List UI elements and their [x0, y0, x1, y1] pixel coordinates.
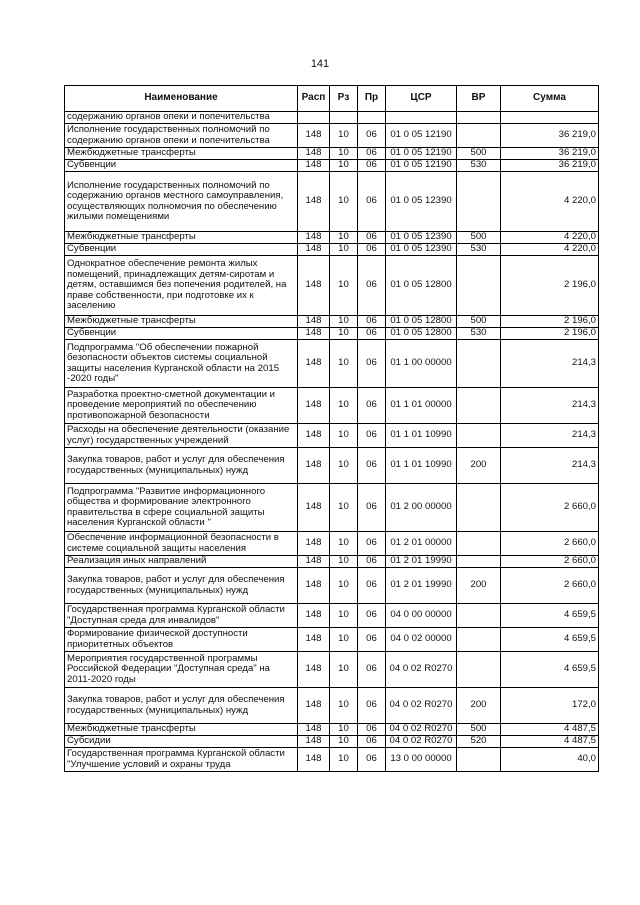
cell-pr: 06: [358, 424, 386, 448]
cell-csr: 01 2 00 00000: [386, 484, 457, 532]
cell-rz: 10: [330, 124, 358, 148]
cell-csr: 01 0 05 12800: [386, 256, 457, 316]
table-row: [65, 244, 599, 256]
cell-pr: 06: [358, 328, 386, 340]
table-row: [65, 748, 599, 772]
cell-rasp: 148: [298, 604, 330, 628]
cell-vr: [457, 652, 501, 688]
cell-name: Исполнение государственных полномочий по содержанию органов опеки и попечительства: [65, 124, 298, 148]
table-row: [65, 148, 599, 160]
cell-pr: 06: [358, 688, 386, 724]
cell-csr: 04 0 02 R0270: [386, 724, 457, 736]
cell-csr: 04 0 02 00000: [386, 628, 457, 652]
cell-vr: 200: [457, 688, 501, 724]
cell-rasp: 148: [298, 652, 330, 688]
cell-name: Обеспечение информационной безопасности в системе социальной защиты населения: [65, 532, 298, 556]
cell-sum: 4 220,0: [501, 172, 599, 232]
cell-pr: 06: [358, 256, 386, 316]
cell-pr: 06: [358, 484, 386, 532]
cell-rasp: 148: [298, 388, 330, 424]
table-row: [65, 340, 599, 388]
cell-rasp: 148: [298, 256, 330, 316]
cell-pr: 06: [358, 340, 386, 388]
cell-rasp: 148: [298, 172, 330, 232]
cell-rz: 10: [330, 160, 358, 172]
cell-rz: 10: [330, 172, 358, 232]
cell-name: Разработка проектно-сметной документации и проведение мероприятий по обеспечению противопожарной безопасности: [65, 388, 298, 424]
cell-pr: 06: [358, 160, 386, 172]
cell-sum: 36 219,0: [501, 148, 599, 160]
cell-pr: [358, 112, 386, 124]
cell-sum: 2 660,0: [501, 484, 599, 532]
cell-name: Подпрограмма "Развитие информационного общества и формирование электронного правительства в сфере социальной защиты населения Курганской области ": [65, 484, 298, 532]
table-row: [65, 172, 599, 232]
cell-vr: [457, 256, 501, 316]
cell-pr: 06: [358, 124, 386, 148]
header-vr: ВР: [457, 86, 501, 112]
cell-rz: 10: [330, 244, 358, 256]
cell-name: Межбюджетные трансферты: [65, 724, 298, 736]
cell-csr: 04 0 02 R0270: [386, 688, 457, 724]
cell-pr: 06: [358, 736, 386, 748]
cell-pr: 06: [358, 652, 386, 688]
cell-rz: [330, 112, 358, 124]
cell-name: Закупка товаров, работ и услуг для обеспечения государственных (муниципальных) нужд: [65, 448, 298, 484]
cell-rz: 10: [330, 556, 358, 568]
cell-vr: 530: [457, 328, 501, 340]
cell-sum: 4 220,0: [501, 232, 599, 244]
cell-csr: 01 0 05 12190: [386, 124, 457, 148]
cell-pr: 06: [358, 172, 386, 232]
cell-sum: 214,3: [501, 424, 599, 448]
cell-vr: [457, 484, 501, 532]
cell-vr: 520: [457, 736, 501, 748]
cell-sum: 4 659,5: [501, 628, 599, 652]
cell-name: Формирование физической доступности приоритетных объектов: [65, 628, 298, 652]
cell-pr: 06: [358, 244, 386, 256]
table-row: [65, 484, 599, 532]
header-name: Наименование: [65, 86, 298, 112]
cell-name: Субвенции: [65, 244, 298, 256]
cell-vr: [457, 388, 501, 424]
cell-csr: 01 0 05 12800: [386, 316, 457, 328]
header-csr: ЦСР: [386, 86, 457, 112]
cell-rz: 10: [330, 484, 358, 532]
cell-name: Государственная программа Курганской области "Улучшение условий и охраны труда: [65, 748, 298, 772]
cell-rasp: 148: [298, 688, 330, 724]
cell-sum: 40,0: [501, 748, 599, 772]
cell-rasp: 148: [298, 328, 330, 340]
cell-rz: 10: [330, 340, 358, 388]
cell-vr: [457, 424, 501, 448]
cell-name: Закупка товаров, работ и услуг для обеспечения государственных (муниципальных) нужд: [65, 688, 298, 724]
cell-rz: 10: [330, 748, 358, 772]
budget-table: [64, 85, 599, 772]
cell-name: Субвенции: [65, 328, 298, 340]
cell-vr: 500: [457, 316, 501, 328]
cell-csr: 01 1 01 10990: [386, 448, 457, 484]
cell-name: Межбюджетные трансферты: [65, 316, 298, 328]
cell-vr: [457, 556, 501, 568]
cell-sum: 4 487,5: [501, 724, 599, 736]
cell-rasp: 148: [298, 124, 330, 148]
cell-csr: 01 1 01 10990: [386, 424, 457, 448]
cell-csr: 13 0 00 00000: [386, 748, 457, 772]
cell-csr: 04 0 00 00000: [386, 604, 457, 628]
cell-sum: 214,3: [501, 388, 599, 424]
cell-pr: 06: [358, 604, 386, 628]
cell-sum: [501, 112, 599, 124]
header-rz: Рз: [330, 86, 358, 112]
cell-rz: 10: [330, 148, 358, 160]
cell-rz: 10: [330, 568, 358, 604]
cell-pr: 06: [358, 232, 386, 244]
cell-sum: 2 660,0: [501, 556, 599, 568]
cell-csr: [386, 112, 457, 124]
cell-pr: 06: [358, 388, 386, 424]
table-row: [65, 316, 599, 328]
cell-sum: 2 196,0: [501, 316, 599, 328]
cell-vr: 500: [457, 232, 501, 244]
cell-name: Однократное обеспечение ремонта жилых помещений, принадлежащих детям-сиротам и детям, оставшимся без попечения родителей, на праве собственности, при подготовке их к заселению: [65, 256, 298, 316]
cell-sum: 4 487,5: [501, 736, 599, 748]
cell-rz: 10: [330, 316, 358, 328]
header-rasp: Расп: [298, 86, 330, 112]
cell-pr: 06: [358, 532, 386, 556]
cell-csr: 01 1 01 00000: [386, 388, 457, 424]
cell-vr: 200: [457, 568, 501, 604]
cell-csr: 01 0 05 12390: [386, 232, 457, 244]
table-row: [65, 724, 599, 736]
cell-vr: 200: [457, 448, 501, 484]
cell-rasp: 148: [298, 160, 330, 172]
cell-vr: [457, 112, 501, 124]
cell-name: Государственная программа Курганской области "Доступная среда для инвалидов": [65, 604, 298, 628]
cell-sum: 36 219,0: [501, 124, 599, 148]
cell-name: Мероприятия государственной программы Российской Федерации "Доступная среда" на 2011-2020 годы: [65, 652, 298, 688]
cell-rasp: [298, 112, 330, 124]
cell-sum: 4 659,5: [501, 652, 599, 688]
cell-pr: 06: [358, 748, 386, 772]
table-row: [65, 256, 599, 316]
table-row: [65, 652, 599, 688]
table-row: [65, 124, 599, 148]
cell-vr: [457, 172, 501, 232]
cell-name: Закупка товаров, работ и услуг для обеспечения государственных (муниципальных) нужд: [65, 568, 298, 604]
cell-csr: 01 2 01 19990: [386, 568, 457, 604]
cell-vr: [457, 124, 501, 148]
table-row: [65, 556, 599, 568]
cell-csr: 01 0 05 12190: [386, 160, 457, 172]
cell-vr: 530: [457, 160, 501, 172]
cell-rasp: 148: [298, 424, 330, 448]
cell-vr: [457, 748, 501, 772]
cell-vr: [457, 532, 501, 556]
cell-rasp: 148: [298, 316, 330, 328]
cell-rz: 10: [330, 424, 358, 448]
cell-pr: 06: [358, 568, 386, 604]
cell-pr: 06: [358, 628, 386, 652]
header-sum: Сумма: [501, 86, 599, 112]
cell-rz: 10: [330, 736, 358, 748]
cell-csr: 01 2 01 19990: [386, 556, 457, 568]
cell-rasp: 148: [298, 628, 330, 652]
cell-rasp: 148: [298, 484, 330, 532]
table-row: [65, 232, 599, 244]
cell-sum: 2 196,0: [501, 256, 599, 316]
cell-vr: 530: [457, 244, 501, 256]
cell-vr: 500: [457, 724, 501, 736]
cell-vr: [457, 604, 501, 628]
cell-pr: 06: [358, 148, 386, 160]
cell-sum: 36 219,0: [501, 160, 599, 172]
cell-sum: 2 660,0: [501, 568, 599, 604]
header-pr: Пр: [358, 86, 386, 112]
cell-name: Исполнение государственных полномочий по содержанию органов местного самоуправления, осуществляющих полномочия по обеспечению жилыми помещениями: [65, 172, 298, 232]
cell-rasp: 148: [298, 748, 330, 772]
cell-vr: [457, 628, 501, 652]
cell-pr: 06: [358, 316, 386, 328]
cell-rz: 10: [330, 628, 358, 652]
cell-name: Реализация иных направлений: [65, 556, 298, 568]
table-row: [65, 388, 599, 424]
table-row: [65, 160, 599, 172]
cell-rasp: 148: [298, 340, 330, 388]
cell-sum: 214,3: [501, 340, 599, 388]
cell-sum: 172,0: [501, 688, 599, 724]
cell-rz: 10: [330, 688, 358, 724]
cell-rasp: 148: [298, 448, 330, 484]
cell-csr: 01 0 05 12800: [386, 328, 457, 340]
table-row: [65, 628, 599, 652]
cell-rasp: 148: [298, 532, 330, 556]
table-row: [65, 568, 599, 604]
cell-name: Расходы на обеспечение деятельности (оказание услуг) государственных учреждений: [65, 424, 298, 448]
cell-rz: 10: [330, 724, 358, 736]
cell-rasp: 148: [298, 568, 330, 604]
table-row: [65, 736, 599, 748]
cell-rasp: 148: [298, 244, 330, 256]
cell-rasp: 148: [298, 736, 330, 748]
cell-name: Межбюджетные трансферты: [65, 232, 298, 244]
cell-rz: 10: [330, 448, 358, 484]
cell-rz: 10: [330, 388, 358, 424]
table-row: [65, 328, 599, 340]
cell-rz: 10: [330, 604, 358, 628]
cell-rasp: 148: [298, 148, 330, 160]
cell-pr: 06: [358, 556, 386, 568]
table-header-row: [65, 86, 599, 112]
table-row: [65, 688, 599, 724]
cell-csr: 01 1 00 00000: [386, 340, 457, 388]
page-number: 141: [310, 58, 330, 70]
cell-rz: 10: [330, 256, 358, 316]
table-row: [65, 424, 599, 448]
cell-sum: 4 659,5: [501, 604, 599, 628]
table-row: [65, 112, 599, 124]
cell-sum: 2 196,0: [501, 328, 599, 340]
cell-name: Подпрограмма "Об обеспечении пожарной безопасности объектов системы социальной защиты населения Курганской области на 2015 -2020 годы": [65, 340, 298, 388]
cell-sum: 214,3: [501, 448, 599, 484]
cell-rz: 10: [330, 532, 358, 556]
cell-csr: 01 2 01 00000: [386, 532, 457, 556]
cell-csr: 04 0 02 R0270: [386, 652, 457, 688]
cell-rz: 10: [330, 652, 358, 688]
cell-name: Субсидии: [65, 736, 298, 748]
cell-vr: [457, 340, 501, 388]
cell-rasp: 148: [298, 232, 330, 244]
cell-rasp: 148: [298, 724, 330, 736]
cell-pr: 06: [358, 448, 386, 484]
cell-rz: 10: [330, 232, 358, 244]
cell-csr: 01 0 05 12390: [386, 244, 457, 256]
cell-name: Межбюджетные трансферты: [65, 148, 298, 160]
cell-sum: 2 660,0: [501, 532, 599, 556]
cell-rz: 10: [330, 328, 358, 340]
cell-sum: 4 220,0: [501, 244, 599, 256]
cell-rasp: 148: [298, 556, 330, 568]
cell-csr: 01 0 05 12390: [386, 172, 457, 232]
cell-vr: 500: [457, 148, 501, 160]
cell-csr: 01 0 05 12190: [386, 148, 457, 160]
table-row: [65, 532, 599, 556]
cell-name: Субвенции: [65, 160, 298, 172]
cell-name: содержанию органов опеки и попечительства: [65, 112, 298, 124]
table-row: [65, 448, 599, 484]
table-row: [65, 604, 599, 628]
cell-pr: 06: [358, 724, 386, 736]
cell-csr: 04 0 02 R0270: [386, 736, 457, 748]
